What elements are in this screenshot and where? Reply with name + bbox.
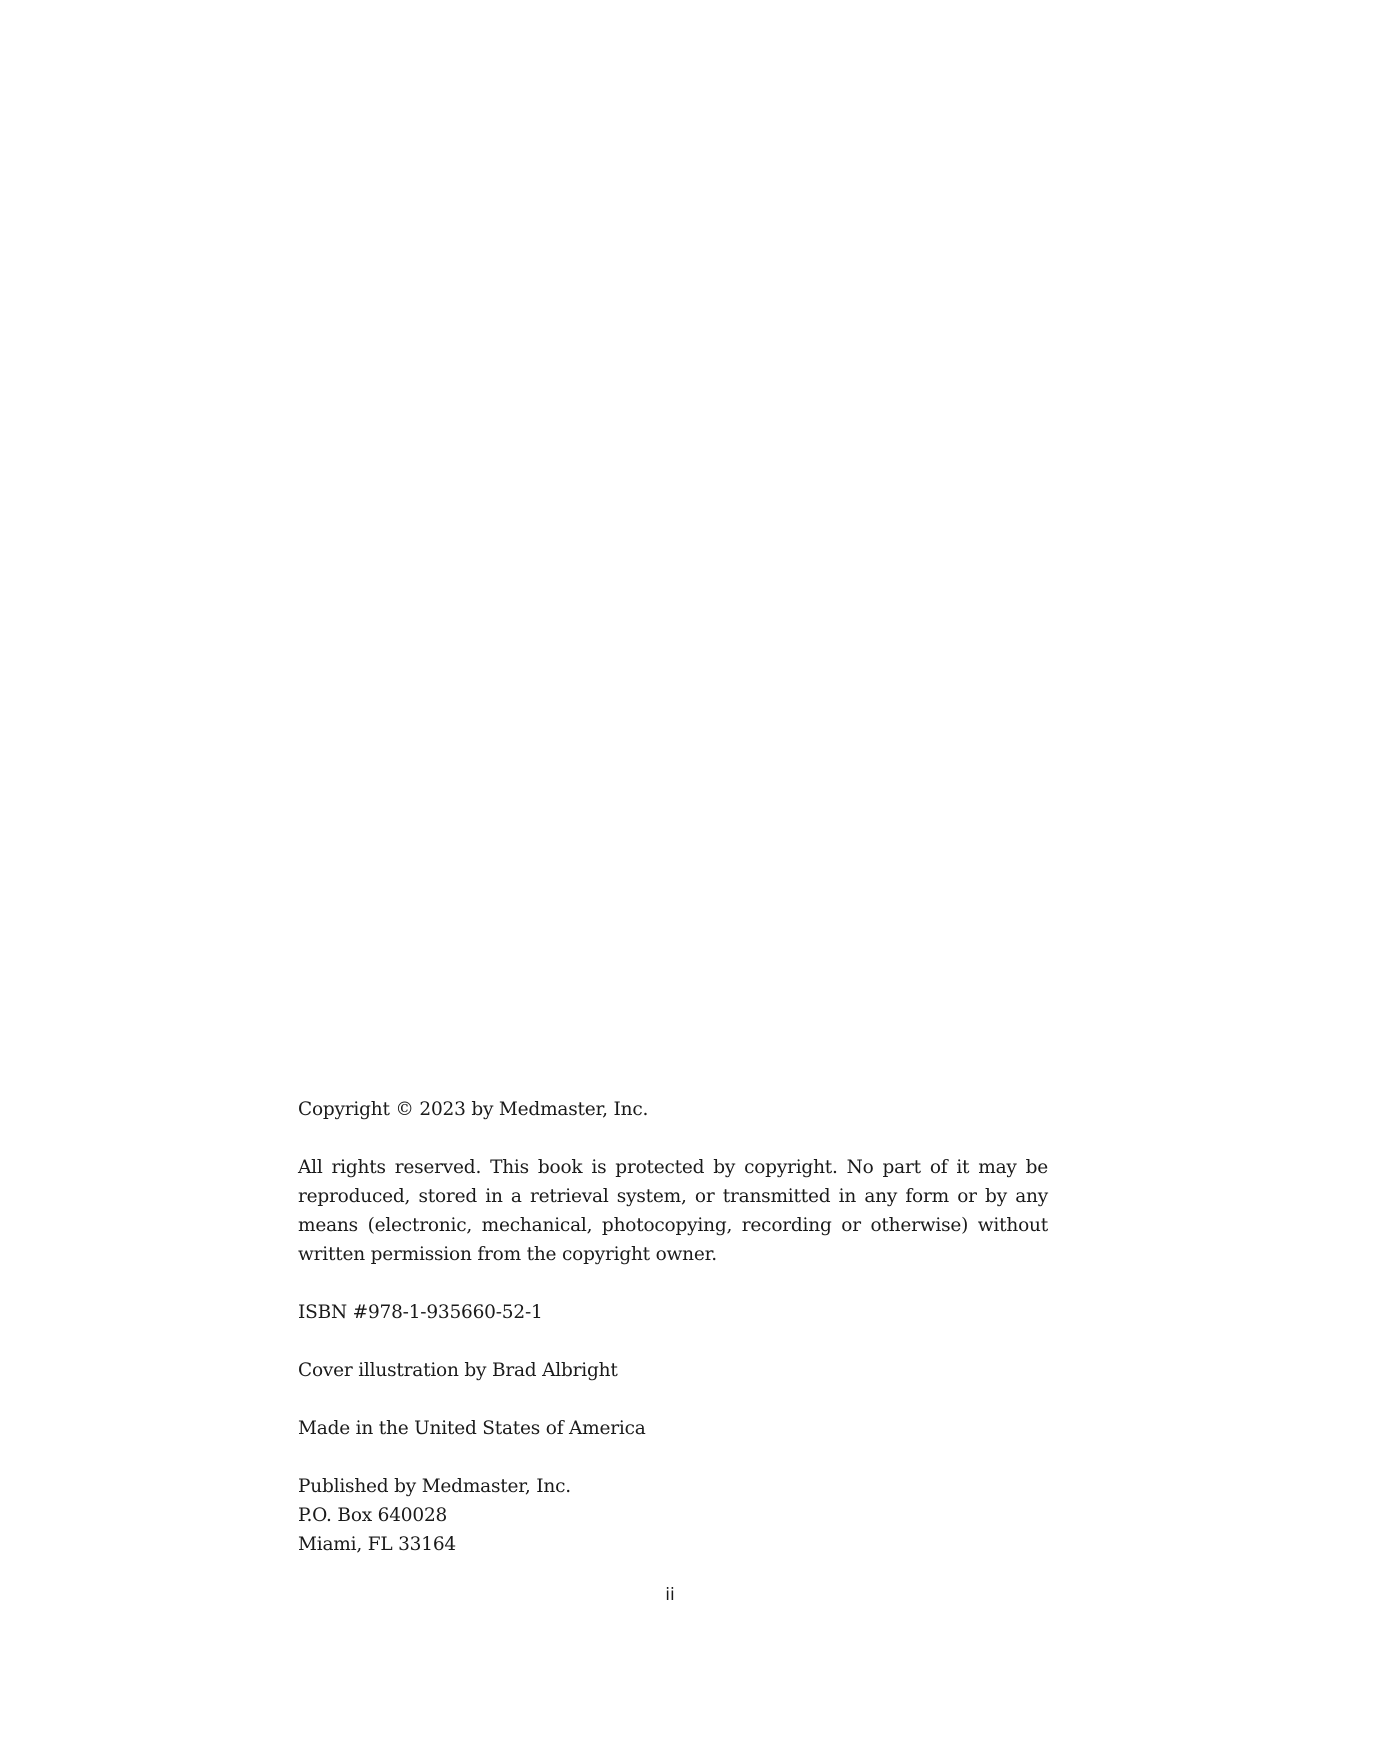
publisher-name: Published by Medmaster, Inc. [298, 1476, 571, 1497]
publisher-po-box: P.O. Box 640028 [298, 1505, 448, 1526]
made-in: Made in the United States of America [298, 1418, 646, 1439]
copyright-notice: Copyright © 2023 by Medmaster, Inc. [298, 1099, 649, 1120]
cover-credit: Cover illustration by Brad Albright [298, 1360, 618, 1381]
publisher-city: Miami, FL 33164 [298, 1534, 456, 1555]
isbn: ISBN #978-1-935660-52-1 [298, 1302, 543, 1323]
page-number: ii [665, 1585, 675, 1605]
rights-statement: All rights reserved. This book is protected by copyright. No part of it may be reproduced, stored in a retrieval system, or transmitted in any form or by any means (electronic, mechanical, photocopying, recording or otherwise) without written permission from the copyright owner. [298, 1157, 1048, 1265]
copyright-block [298, 1095, 1048, 1588]
publisher-address [298, 1472, 1048, 1559]
